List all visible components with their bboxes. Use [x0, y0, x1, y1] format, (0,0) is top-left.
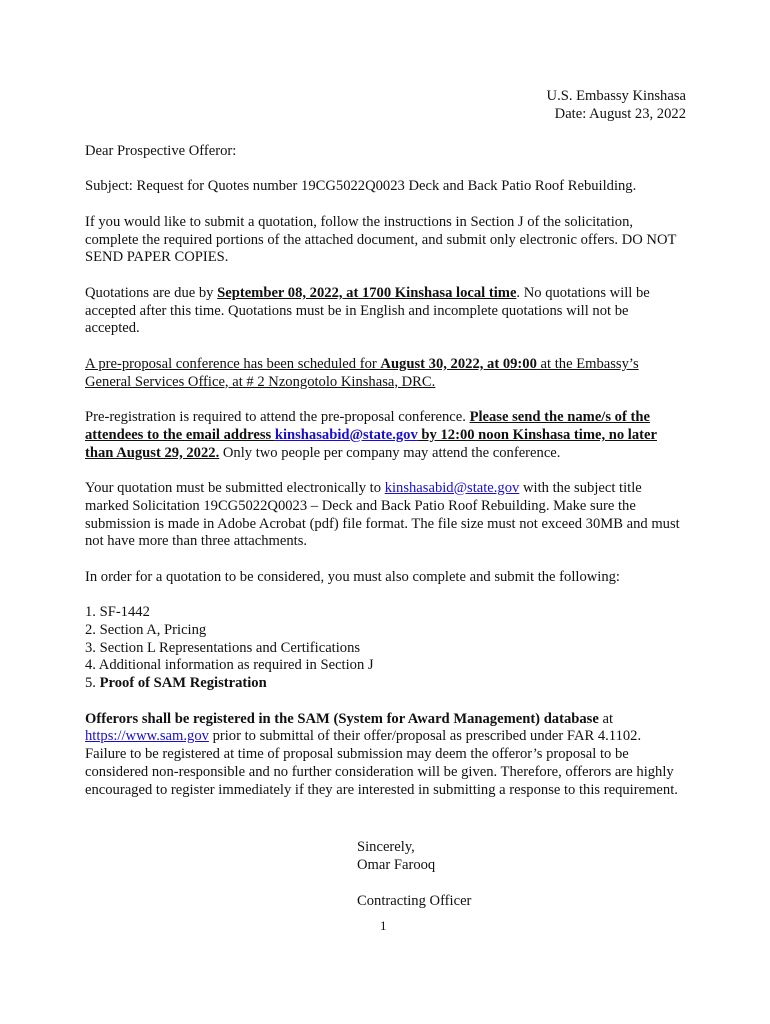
- conference-prefix: A pre-proposal conference has been scheduled for: [85, 355, 381, 372]
- signature-spacer: [357, 874, 471, 892]
- signer-name: Omar Farooq: [357, 857, 436, 873]
- requirements-intro: In order for a quotation to be considered, you must also complete and submit the following:: [85, 568, 620, 585]
- instructions-paragraph: If you would like to submit a quotation, follow the instructions in Section J of the solicitation, complete the required portions of the attached document, and submit only electronic offers. DO NOT SEND PAPER COPIES.: [85, 213, 677, 266]
- sam-paragraph: [85, 711, 685, 800]
- registration-suffix: Only two people per company may attend the conference.: [219, 444, 561, 461]
- signature-block: [357, 838, 471, 910]
- letter-header: [547, 87, 686, 123]
- letter-body: [85, 143, 685, 817]
- signer-title: Contracting Officer: [357, 893, 472, 909]
- registration-email-link[interactable]: kinshasabid@state.gov: [274, 426, 418, 443]
- embassy-name: U.S. Embassy Kinshasa: [546, 88, 686, 104]
- subject-line: Subject: Request for Quotes number 19CG5022Q0023 Deck and Back Patio Roof Rebuilding.: [85, 178, 637, 195]
- requirements-list: [85, 604, 685, 693]
- list-item-text: Proof of SAM Registration: [99, 675, 267, 692]
- salutation: Dear Prospective Offeror:: [85, 143, 237, 159]
- deadline-date: September 08, 2022, at 1700 Kinshasa local time: [217, 284, 517, 301]
- submission-paragraph: [85, 480, 685, 551]
- conference-suffix: at the Embassy’s General Services Office, at # 2 Nzongotolo Kinshasa, DRC.: [85, 355, 639, 390]
- submission-prefix: Your quotation must be submitted electronically to: [85, 479, 385, 496]
- list-item: 4. Additional information as required in Section J: [85, 657, 374, 674]
- registration-paragraph: [85, 409, 685, 462]
- registration-prefix: Pre-registration is required to attend the pre-proposal conference.: [85, 408, 470, 425]
- list-item: 3. Section L Representations and Certifications: [85, 639, 361, 656]
- sam-bold-statement: Offerors shall be registered in the SAM (System for Award Management) database: [85, 710, 599, 727]
- conference-paragraph: [85, 356, 685, 392]
- letter-date: Date: August 23, 2022: [554, 106, 686, 122]
- list-item: 2. Section A, Pricing: [85, 621, 207, 638]
- submission-suffix: with the subject title marked Solicitation 19CG5022Q0023 – Deck and Back Patio Roof Rebuilding. Make sure the submission is made in Adobe Acrobat (pdf) file format. The file size must not exceed 30MB and must not have more than three attachments.: [85, 479, 680, 550]
- submission-email-link[interactable]: kinshasabid@state.gov: [384, 479, 520, 496]
- deadline-prefix: Quotations are due by: [85, 284, 218, 301]
- sam-suffix: prior to submittal of their offer/proposal as prescribed under FAR 4.1102. Failure to be registered at time of proposal submission may deem the offeror’s proposal to be considered non-responsible and no further consideration will be given. Therefore, offerors are highly encouraged to register immediately if they are interested in submitting a response to this requirement.: [85, 728, 678, 798]
- conference-date: August 30, 2022, at 09:00: [380, 355, 537, 372]
- deadline-paragraph: [85, 285, 685, 338]
- registration-bold-2: by 12:00 noon Kinshasa time, no later than August 29, 2022.: [85, 426, 657, 461]
- page-number: 1: [380, 918, 387, 933]
- list-item: [85, 675, 685, 693]
- closing: Sincerely,: [357, 839, 415, 855]
- sam-link[interactable]: https://www.sam.gov: [85, 728, 209, 745]
- list-item-number: 5.: [85, 675, 100, 692]
- list-item: 1. SF-1442: [85, 604, 150, 621]
- registration-bold-1: Please send the name/s of the attendees to the email address: [85, 408, 650, 443]
- sam-at: at: [598, 710, 614, 727]
- deadline-suffix: . No quotations will be accepted after this time. Quotations must be in English and incomplete quotations will not be accepted.: [85, 284, 650, 337]
